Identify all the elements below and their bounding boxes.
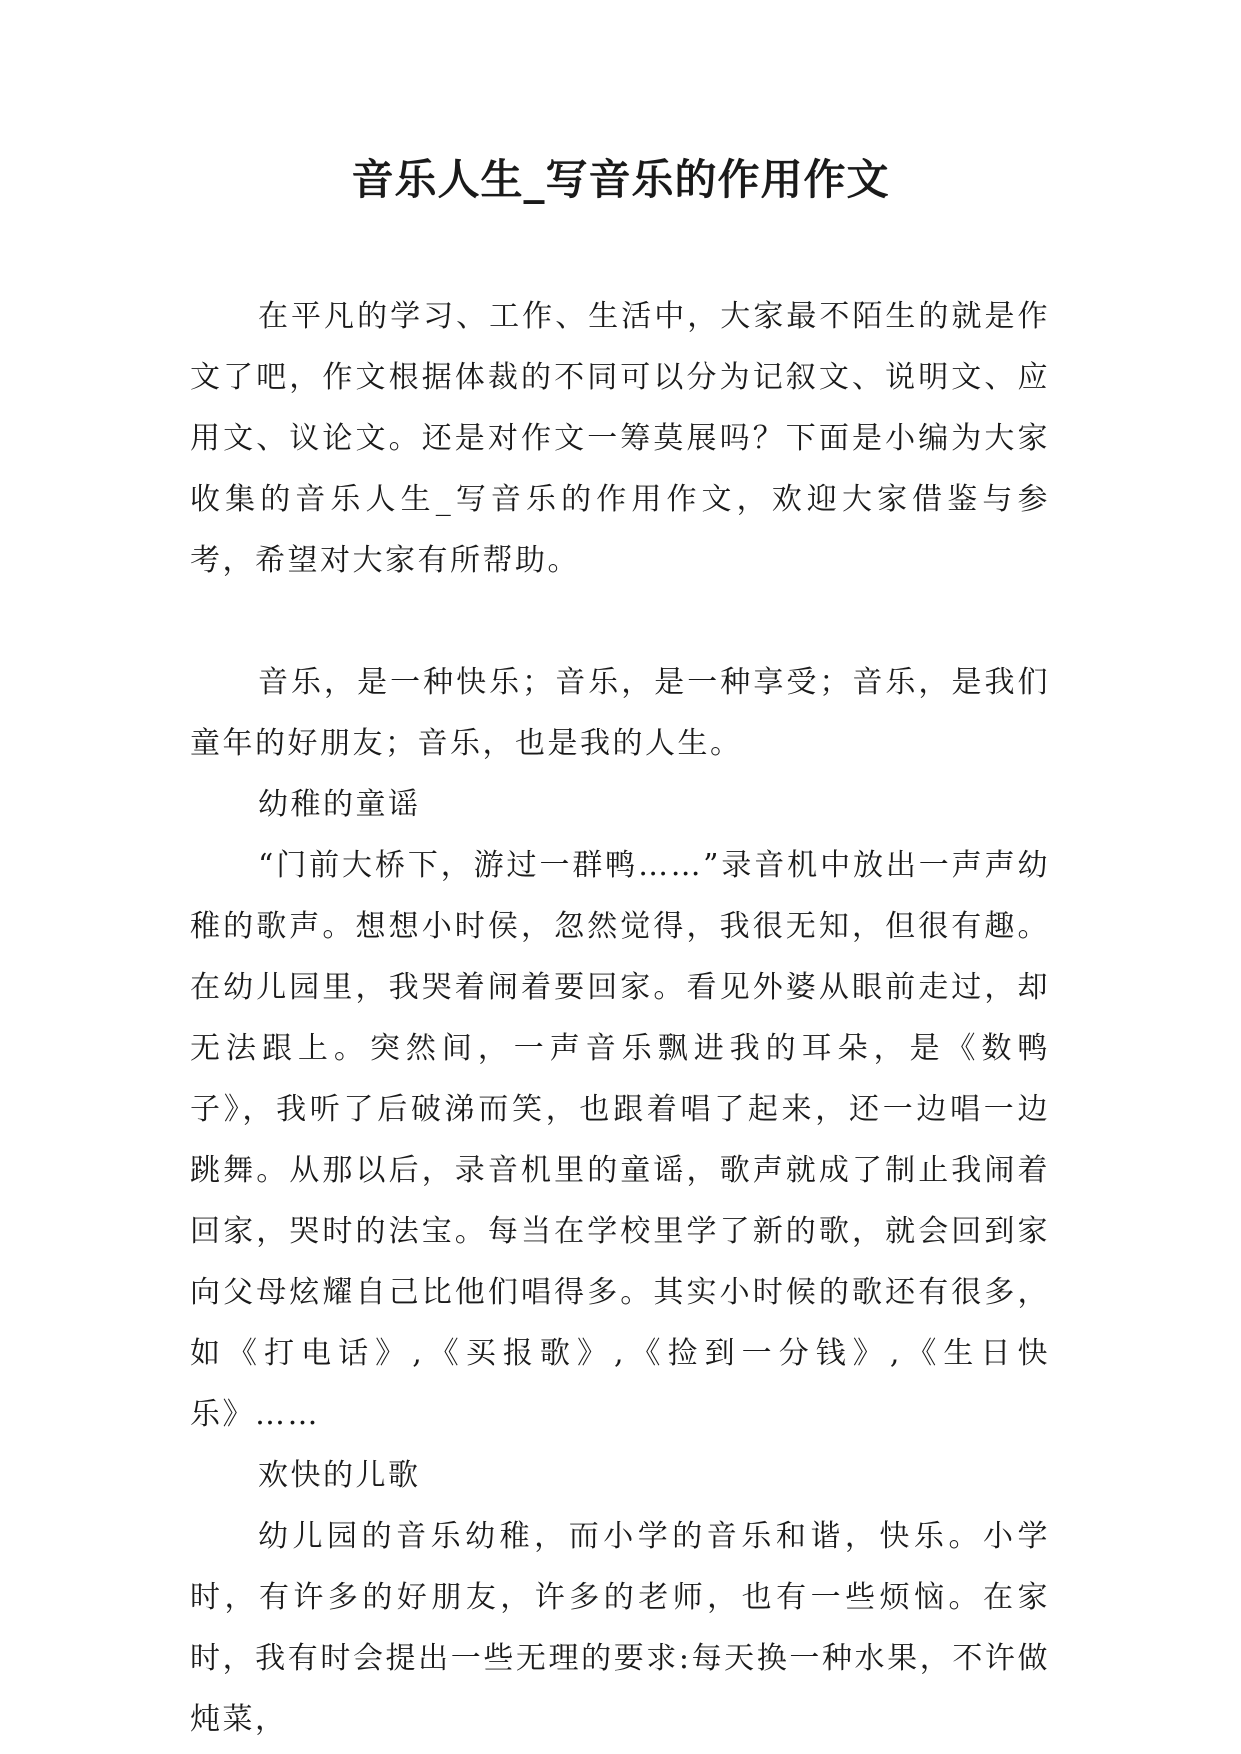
section-heading-nursery-rhymes: 幼稚的童谣 [258,787,421,822]
section-heading-cheerful-songs: 欢快的儿歌 [258,1458,421,1493]
cheerful-songs-paragraph: 幼儿园的音乐幼稚，而小学的音乐和谐，快乐。小学时，有许多的好朋友，许多的老师，也有一些烦恼。在家时，我有时会提出一些无理的要求:每天换一种水果，不许做炖菜， [190,1519,1050,1737]
nursery-rhymes-paragraph: “门前大桥下，游过一群鸭……”录音机中放出一声声幼稚的歌声。想想小时侯，忽然觉得，我很无知，但很有趣。在幼儿园里，我哭着闹着要回家。看见外婆从眼前走过，却无法跟上。突然间，一声音乐飘进我的耳朵，是《数鸭子》，我听了后破涕而笑，也跟着唱了起来，还一边唱一边跳舞。从那以后，录音机里的童谣，歌声就成了制止我闹着回家，哭时的法宝。每当在学校里学了新的歌，就会回到家向父母炫耀自己比他们唱得多。其实小时候的歌还有很多，如《打电话》,《买报歌》,《捡到一分钱》,《生日快乐》…… [190,848,1050,1432]
document-title: 音乐人生_写音乐的作用作文 [351,155,890,204]
intro-paragraph: 在平凡的学习、工作、生活中，大家最不陌生的就是作文了吧，作文根据体裁的不同可以分为记叙文、说明文、应用文、议论文。还是对作文一筹莫展吗？下面是小编为大家收集的音乐人生_写音乐的作用作文，欢迎大家借鉴与参考，希望对大家有所帮助。 [190,299,1050,578]
opening-paragraph: 音乐，是一种快乐；音乐，是一种享受；音乐，是我们童年的好朋友；音乐，也是我的人生。 [190,665,1050,761]
document-body [190,286,1050,1750]
